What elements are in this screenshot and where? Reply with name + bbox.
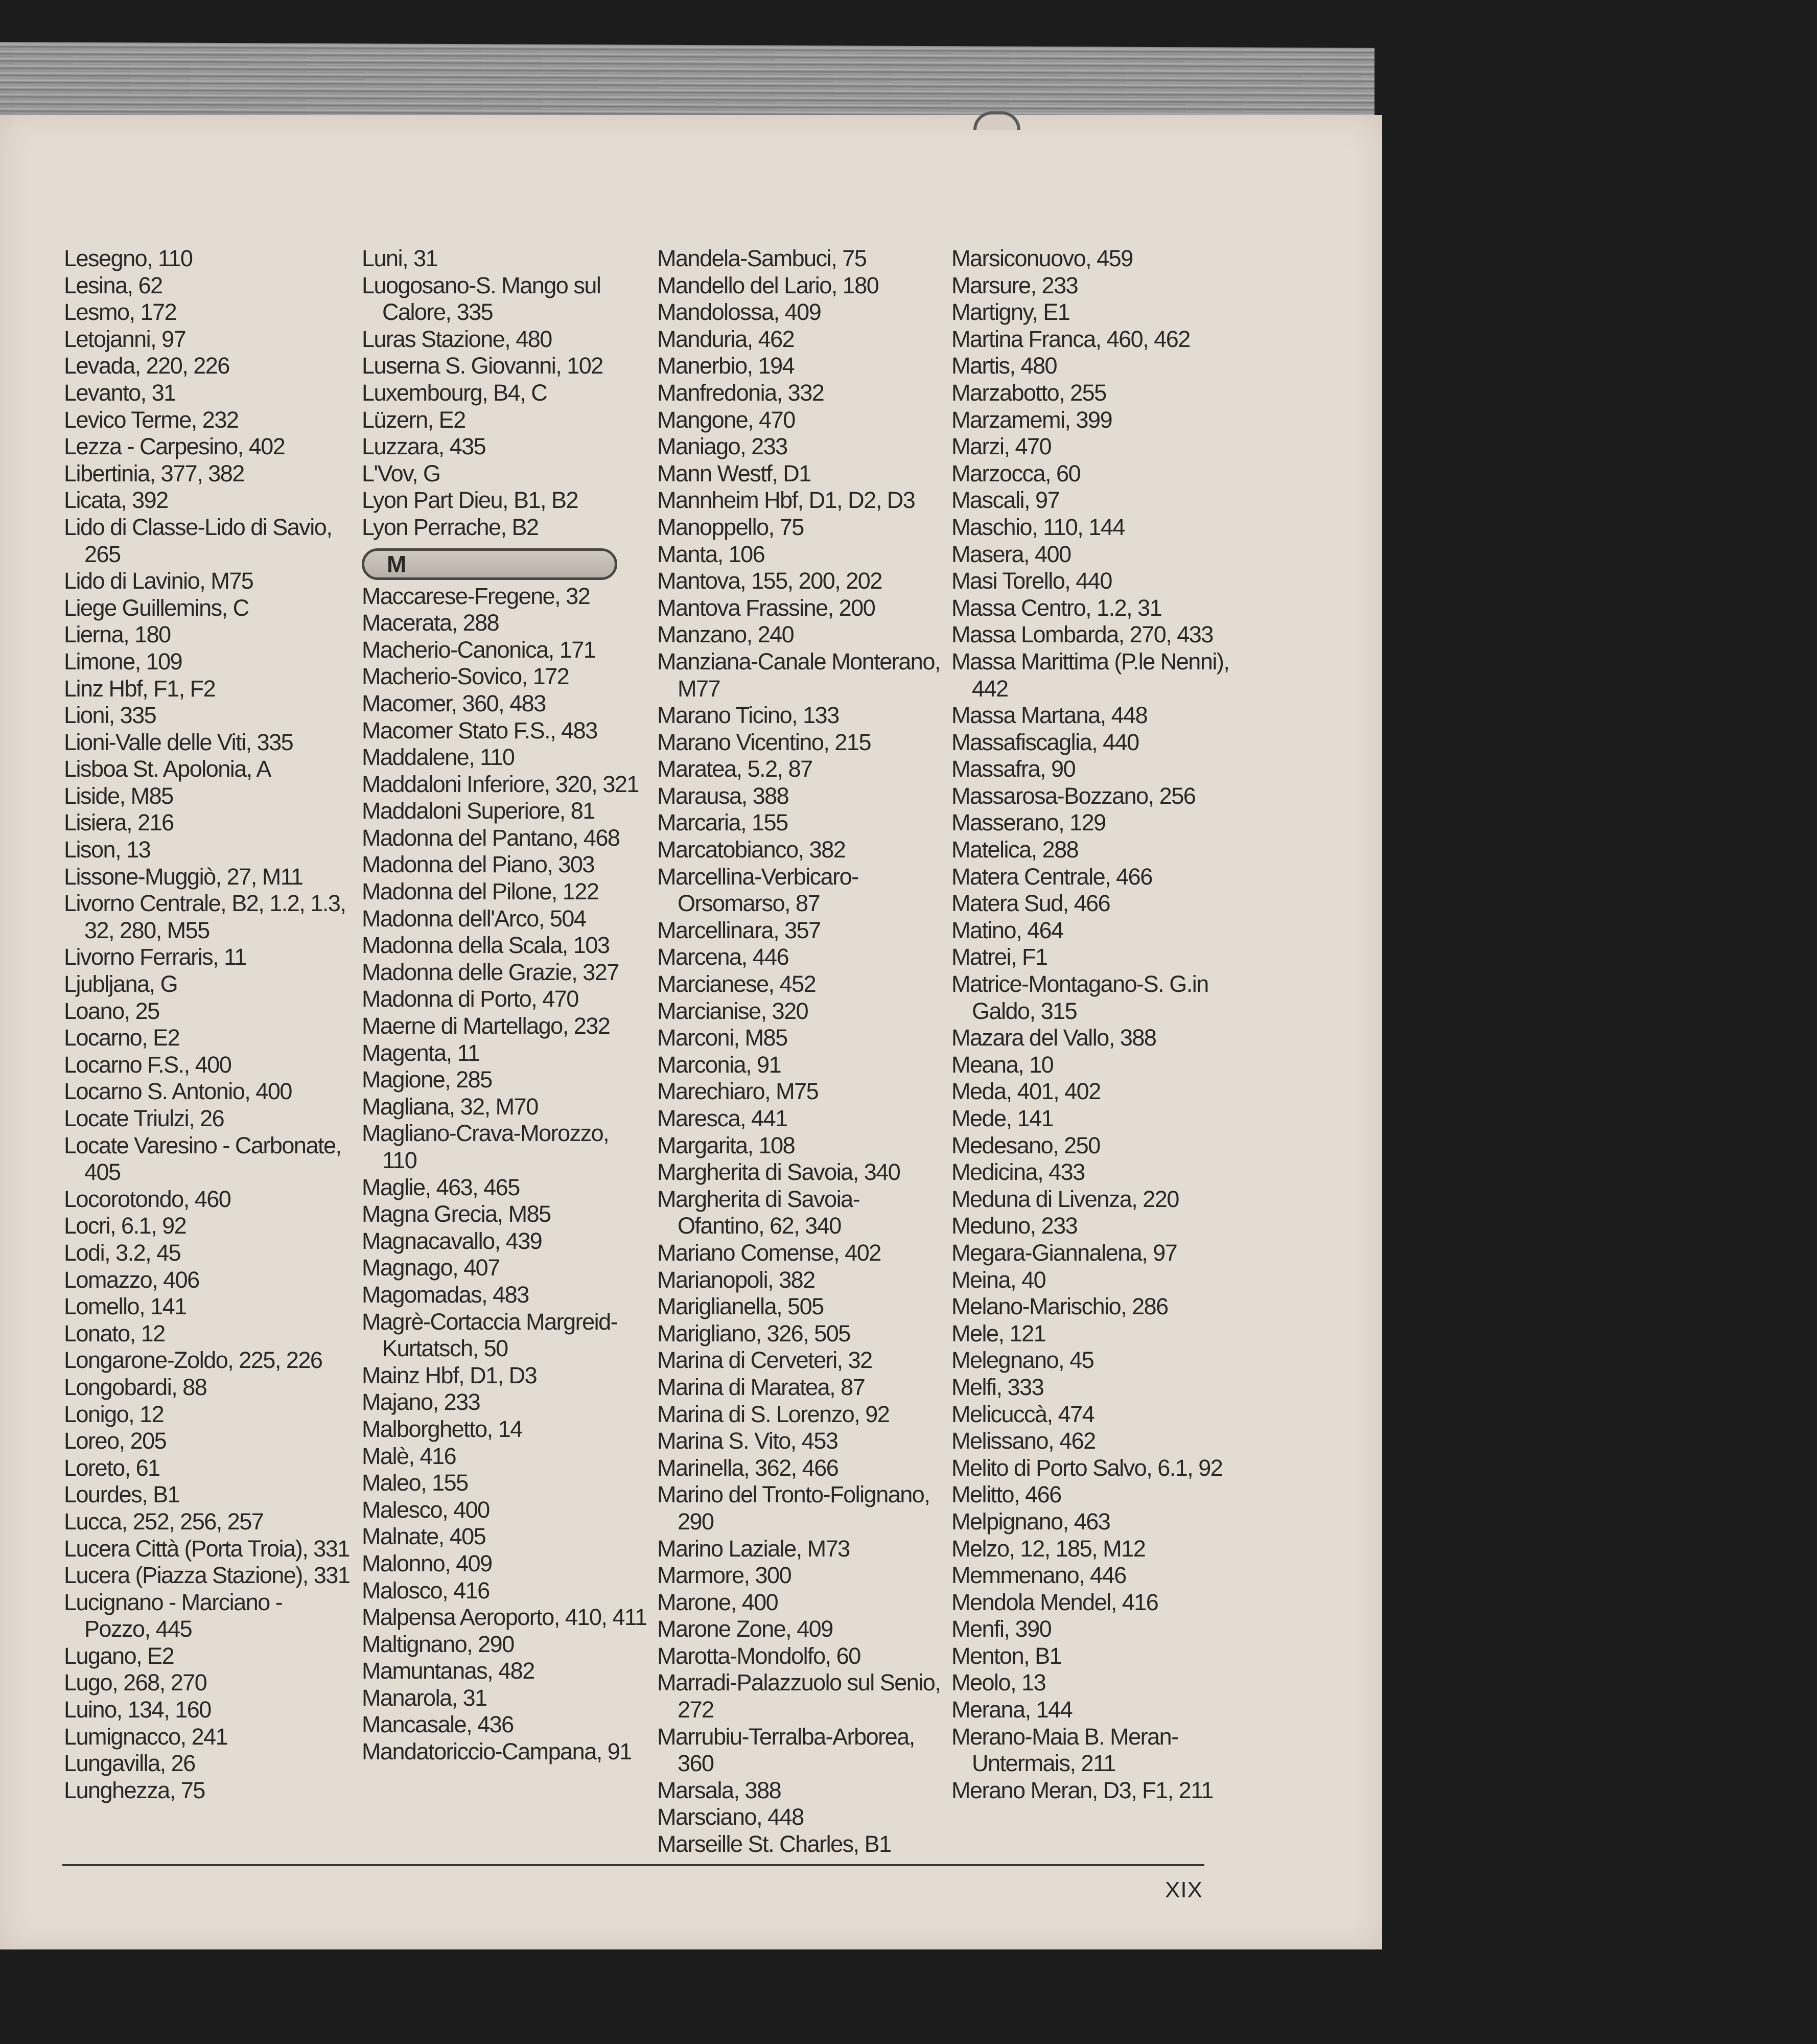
index-entry: Malè, 416 bbox=[362, 1443, 456, 1469]
index-entry: Marcaria, 155 bbox=[657, 809, 788, 836]
index-entry: Melfi, 333 bbox=[951, 1374, 1044, 1400]
index-entry: Martis, 480 bbox=[951, 353, 1057, 379]
index-entry: Magnacavallo, 439 bbox=[362, 1227, 542, 1254]
index-entry: Matelica, 288 bbox=[951, 837, 1079, 863]
index-entry: Marsiconuovo, 459 bbox=[951, 245, 1133, 271]
index-entry: Lonigo, 12 bbox=[64, 1401, 164, 1427]
index-entry: Ljubljana, G bbox=[64, 971, 178, 997]
index-entry: Lisiera, 216 bbox=[64, 809, 174, 836]
index-entry: Massa Marittima (P.le Nenni), 442 bbox=[951, 648, 1229, 702]
index-entry: Meduna di Livenza, 220 bbox=[951, 1186, 1179, 1212]
index-entry: Locri, 6.1, 92 bbox=[64, 1213, 187, 1239]
index-entry: Luino, 134, 160 bbox=[64, 1697, 211, 1723]
index-entry: Mandela-Sambuci, 75 bbox=[657, 245, 867, 271]
index-entry: Mantova, 155, 200, 202 bbox=[657, 568, 882, 594]
index-entry: Macomer Stato F.S., 483 bbox=[362, 717, 597, 744]
index-entry: Madonna delle Grazie, 327 bbox=[362, 959, 619, 985]
index-entry: Mantova Frassine, 200 bbox=[657, 594, 875, 621]
index-entry: Lourdes, B1 bbox=[64, 1481, 180, 1508]
index-entry: Lonato, 12 bbox=[64, 1320, 165, 1346]
index-entry: Marcellina-Verbicaro-Orsomarso, 87 bbox=[657, 863, 858, 917]
index-entry: Macerata, 288 bbox=[362, 610, 499, 636]
index-entry: Marsure, 233 bbox=[951, 272, 1078, 298]
index-entry: Margherita di Savoia-Ofantino, 62, 340 bbox=[657, 1186, 860, 1239]
index-entry: Matera Centrale, 466 bbox=[951, 863, 1152, 890]
index-entry: Luzzara, 435 bbox=[362, 433, 486, 460]
index-entry: Lomazzo, 406 bbox=[64, 1266, 199, 1293]
index-entry: Lesmo, 172 bbox=[64, 299, 177, 326]
index-entry: Levada, 220, 226 bbox=[64, 353, 229, 379]
index-entry: Madonna del Piano, 303 bbox=[362, 851, 594, 878]
index-entry: Marcianise, 320 bbox=[657, 997, 808, 1024]
index-entry: Meina, 40 bbox=[951, 1266, 1046, 1293]
index-entry: Lesegno, 110 bbox=[64, 245, 193, 271]
index-entry: Matrice-Montagano-S. G.in Galdo, 315 bbox=[951, 971, 1208, 1024]
index-entry: Merano-Maia B. Meran-Untermais, 211 bbox=[951, 1723, 1178, 1777]
index-entry: Locorotondo, 460 bbox=[64, 1186, 231, 1212]
index-entry: Malosco, 416 bbox=[362, 1577, 490, 1604]
index-entry: Maddalene, 110 bbox=[362, 744, 515, 771]
index-entry: Marino del Tronto-Folignano, 290 bbox=[657, 1481, 930, 1535]
index-entry: Lezza - Carpesino, 402 bbox=[64, 433, 285, 460]
index-entry: Manfredonia, 332 bbox=[657, 379, 824, 406]
index-entry: Longobardi, 88 bbox=[64, 1374, 207, 1400]
index-entry: Massa Martana, 448 bbox=[951, 702, 1148, 729]
index-entry: Lucca, 252, 256, 257 bbox=[64, 1508, 264, 1535]
index-entry: Malborghetto, 14 bbox=[362, 1415, 522, 1442]
index-entry: Lugo, 268, 270 bbox=[64, 1669, 207, 1696]
index-entry: Majano, 233 bbox=[362, 1389, 480, 1415]
index-entry: Madonna del Pantano, 468 bbox=[362, 824, 620, 851]
index-entry: Madonna dell'Arco, 504 bbox=[362, 905, 586, 932]
index-entry: Mangone, 470 bbox=[657, 406, 795, 433]
index-entry: Maratea, 5.2, 87 bbox=[657, 756, 812, 782]
index-entry: Manarola, 31 bbox=[362, 1684, 487, 1711]
index-entry: Marina di Cerveteri, 32 bbox=[657, 1347, 872, 1374]
index-entry: Lucera (Piazza Stazione), 331 bbox=[64, 1562, 350, 1589]
index-entry: Marianopoli, 382 bbox=[657, 1266, 815, 1293]
index-entry: Matera Sud, 466 bbox=[951, 890, 1110, 917]
index-entry: Mazara del Vallo, 388 bbox=[951, 1025, 1156, 1051]
index-entry: Marzi, 470 bbox=[951, 433, 1052, 460]
index-entry: Massafra, 90 bbox=[951, 756, 1076, 782]
index-entry: Marigliano, 326, 505 bbox=[657, 1320, 850, 1346]
index-entry: Mannheim Hbf, D1, D2, D3 bbox=[657, 487, 915, 514]
index-entry: Mann Westf, D1 bbox=[657, 460, 811, 486]
index-entry: Lucera Città (Porta Troia), 331 bbox=[64, 1535, 350, 1562]
index-entry: Levanto, 31 bbox=[64, 379, 176, 406]
index-entry: Lumignacco, 241 bbox=[64, 1723, 228, 1750]
index-entry: Locarno S. Antonio, 400 bbox=[64, 1078, 292, 1105]
index-column-2-l-entries bbox=[362, 245, 648, 541]
index-entry: Malesco, 400 bbox=[362, 1496, 490, 1523]
index-entry: Massa Centro, 1.2, 31 bbox=[951, 594, 1162, 621]
index-entry: Mamuntanas, 482 bbox=[362, 1658, 534, 1684]
index-entry: Marconi, M85 bbox=[657, 1025, 787, 1051]
index-entry: Madonna della Scala, 103 bbox=[362, 932, 610, 959]
index-entry: Manta, 106 bbox=[657, 541, 765, 567]
index-entry: Madonna del Pilone, 122 bbox=[362, 878, 599, 905]
index-entry: Megara-Giannalena, 97 bbox=[951, 1239, 1177, 1266]
index-entry: Marradi-Palazzuolo sul Senio, 272 bbox=[657, 1669, 941, 1723]
index-entry: Mele, 121 bbox=[951, 1320, 1046, 1346]
index-entry: Mascali, 97 bbox=[951, 487, 1060, 514]
index-entry: Lomello, 141 bbox=[64, 1293, 187, 1320]
index-entry: Macomer, 360, 483 bbox=[362, 690, 546, 716]
index-entry: Maresca, 441 bbox=[657, 1105, 787, 1131]
index-entry: Maddaloni Inferiore, 320, 321 bbox=[362, 771, 639, 797]
index-entry: Marsala, 388 bbox=[657, 1777, 781, 1803]
bottom-rule bbox=[62, 1864, 1204, 1866]
index-entry: Menton, B1 bbox=[951, 1642, 1062, 1669]
index-entry: Mariano Comense, 402 bbox=[657, 1239, 881, 1266]
index-entry: Macherio-Canonica, 171 bbox=[362, 636, 596, 663]
index-entry: Martina Franca, 460, 462 bbox=[951, 326, 1190, 352]
index-entry: Marconia, 91 bbox=[657, 1051, 781, 1078]
index-entry: Marzocca, 60 bbox=[951, 460, 1081, 486]
index-entry: Locarno, E2 bbox=[64, 1025, 180, 1051]
index-entry: Magrè-Cortaccia Margreid-Kurtatsch, 50 bbox=[362, 1308, 618, 1362]
index-entry: Loreo, 205 bbox=[64, 1428, 167, 1454]
page-stack-edge bbox=[0, 42, 1375, 125]
index-entry: Melito di Porto Salvo, 6.1, 92 bbox=[951, 1454, 1223, 1481]
index-entry: Malonno, 409 bbox=[362, 1550, 492, 1576]
index-entry: Lunghezza, 75 bbox=[64, 1777, 205, 1803]
index-entry: Mandatoriccio-Campana, 91 bbox=[362, 1738, 632, 1765]
index-entry: Lido di Classe-Lido di Savio, 265 bbox=[64, 514, 332, 567]
index-entry: Lyon Part Dieu, B1, B2 bbox=[362, 487, 578, 514]
index-entry: Marzabotto, 255 bbox=[951, 379, 1106, 406]
index-entry: Marcianese, 452 bbox=[657, 971, 816, 997]
index-entry: Meolo, 13 bbox=[951, 1669, 1046, 1696]
index-entry: Longarone-Zoldo, 225, 226 bbox=[64, 1347, 322, 1374]
index-entry: Malnate, 405 bbox=[362, 1523, 486, 1550]
index-entry: Marinella, 362, 466 bbox=[657, 1454, 838, 1481]
index-entry: Lüzern, E2 bbox=[362, 406, 465, 433]
index-entry: Massafiscaglia, 440 bbox=[951, 729, 1139, 755]
index-entry: Magliana, 32, M70 bbox=[362, 1093, 538, 1120]
index-entry: Macherio-Sovico, 172 bbox=[362, 663, 569, 690]
index-entry: Marsciano, 448 bbox=[657, 1804, 804, 1830]
index-entry: Massa Lombarda, 270, 433 bbox=[951, 621, 1213, 648]
index-entry: Merana, 144 bbox=[951, 1697, 1073, 1723]
index-entry: Lucignano - Marciano - Pozzo, 445 bbox=[64, 1589, 283, 1642]
index-entry: Marzamemi, 399 bbox=[951, 406, 1112, 433]
index-entry: Marano Vicentino, 215 bbox=[657, 729, 871, 755]
index-entry: Maleo, 155 bbox=[362, 1470, 468, 1496]
index-entry: Martigny, E1 bbox=[951, 299, 1070, 326]
index-column-1 bbox=[64, 245, 350, 1804]
index-entry: Luserna S. Giovanni, 102 bbox=[362, 353, 603, 379]
index-entry: Lodi, 3.2, 45 bbox=[64, 1239, 181, 1266]
index-entry: Maltignano, 290 bbox=[362, 1631, 514, 1657]
index-entry: Masera, 400 bbox=[951, 541, 1071, 567]
index-entry: Manoppello, 75 bbox=[657, 514, 804, 540]
index-entry: Maniago, 233 bbox=[657, 433, 787, 460]
index-entry: Manerbio, 194 bbox=[657, 353, 795, 379]
index-entry: Livorno Centrale, B2, 1.2, 1.3, 32, 280, M55 bbox=[64, 890, 346, 943]
index-entry: Lioni, 335 bbox=[64, 702, 156, 729]
index-entry: Marcatobianco, 382 bbox=[657, 837, 846, 863]
index-entry: Marano Ticino, 133 bbox=[657, 702, 839, 729]
index-entry: Manziana-Canale Monterano, M77 bbox=[657, 648, 940, 702]
index-entry: Limone, 109 bbox=[64, 648, 182, 675]
index-entry: Matino, 464 bbox=[951, 917, 1063, 943]
index-entry: Melissano, 462 bbox=[951, 1428, 1096, 1454]
index-entry: Marotta-Mondolfo, 60 bbox=[657, 1642, 860, 1669]
index-entry: Manzano, 240 bbox=[657, 621, 794, 648]
index-entry: Mariglianella, 505 bbox=[657, 1293, 824, 1320]
index-entry: Lioni-Valle delle Viti, 335 bbox=[64, 729, 293, 755]
index-entry: Melitto, 466 bbox=[951, 1481, 1061, 1508]
index-column-3 bbox=[657, 245, 943, 1858]
index-entry: Letojanni, 97 bbox=[64, 326, 186, 352]
index-entry: Mendola Mendel, 416 bbox=[951, 1589, 1158, 1615]
section-letter-badge: M bbox=[362, 548, 617, 580]
index-entry: Medesano, 250 bbox=[951, 1132, 1100, 1158]
index-entry: Margarita, 108 bbox=[657, 1132, 795, 1158]
index-entry: Memmenano, 446 bbox=[951, 1562, 1126, 1589]
index-entry: Locate Triulzi, 26 bbox=[64, 1105, 224, 1131]
index-entry: Meduno, 233 bbox=[951, 1213, 1078, 1239]
index-entry: Maschio, 110, 144 bbox=[951, 514, 1125, 540]
index-entry: Lison, 13 bbox=[64, 837, 151, 863]
index-entry: Melzo, 12, 185, M12 bbox=[951, 1535, 1146, 1562]
index-entry: Malpensa Aeroporto, 410, 411 bbox=[362, 1604, 647, 1631]
index-entry: Manduria, 462 bbox=[657, 326, 795, 352]
index-entry: Mandolossa, 409 bbox=[657, 299, 821, 326]
index-entry: Loreto, 61 bbox=[64, 1454, 160, 1481]
index-column-4 bbox=[951, 245, 1238, 1804]
index-entry: Luxembourg, B4, C bbox=[362, 379, 547, 406]
index-entry: Luogosano-S. Mango sul Calore, 335 bbox=[362, 272, 601, 326]
index-entry: Licata, 392 bbox=[64, 487, 168, 514]
index-entry: Levico Terme, 232 bbox=[64, 406, 239, 433]
index-entry: Melpignano, 463 bbox=[951, 1508, 1110, 1535]
index-entry: Luras Stazione, 480 bbox=[362, 326, 552, 352]
index-entry: Madonna di Porto, 470 bbox=[362, 986, 578, 1012]
index-entry: Liside, M85 bbox=[64, 782, 173, 809]
index-entry: Masserano, 129 bbox=[951, 809, 1106, 836]
index-entry: Maglie, 463, 465 bbox=[362, 1174, 520, 1200]
index-entry: Melicuccà, 474 bbox=[951, 1401, 1094, 1427]
index-entry: Libertinia, 377, 382 bbox=[64, 460, 244, 486]
index-entry: Luni, 31 bbox=[362, 245, 438, 271]
index-entry: Mainz Hbf, D1, D3 bbox=[362, 1362, 537, 1388]
index-entry: Lesina, 62 bbox=[64, 272, 162, 298]
index-entry: Meana, 10 bbox=[951, 1051, 1054, 1078]
index-entry: Magna Grecia, M85 bbox=[362, 1201, 551, 1227]
index-entry: Maccarese-Fregene, 32 bbox=[362, 583, 590, 609]
index-entry: Locarno F.S., 400 bbox=[64, 1051, 231, 1078]
index-entry: Melegnano, 45 bbox=[951, 1347, 1094, 1374]
index-entry: Lugano, E2 bbox=[64, 1642, 174, 1669]
index-entry: Mancasale, 436 bbox=[362, 1711, 514, 1738]
index-entry: Marone, 400 bbox=[657, 1589, 778, 1615]
index-entry: Marechiaro, M75 bbox=[657, 1078, 819, 1105]
index-entry: Lido di Lavinio, M75 bbox=[64, 568, 253, 594]
index-entry: Livorno Ferraris, 11 bbox=[64, 944, 246, 970]
index-entry: Lisboa St. Apolonia, A bbox=[64, 756, 271, 782]
index-entry: Lungavilla, 26 bbox=[64, 1750, 195, 1777]
index-entry: Marseille St. Charles, B1 bbox=[657, 1831, 891, 1857]
index-entry: Massarosa-Bozzano, 256 bbox=[951, 782, 1196, 809]
index-entry: Maddaloni Superiore, 81 bbox=[362, 798, 595, 824]
index-entry: Matrei, F1 bbox=[951, 944, 1047, 970]
index-entry: Merano Meran, D3, F1, 211 bbox=[951, 1777, 1213, 1803]
index-entry: Lissone-Muggiò, 27, M11 bbox=[64, 863, 303, 890]
index-entry: Magenta, 11 bbox=[362, 1039, 480, 1066]
index-entry: Magione, 285 bbox=[362, 1066, 492, 1093]
index-entry: L'Vov, G bbox=[362, 460, 440, 486]
index-column-2-m-entries bbox=[362, 583, 648, 1766]
index-entry: Marina di Maratea, 87 bbox=[657, 1374, 865, 1400]
index-entry: Marina di S. Lorenzo, 92 bbox=[657, 1401, 890, 1427]
index-entry: Lyon Perrache, B2 bbox=[362, 514, 539, 540]
index-entry: Magnago, 407 bbox=[362, 1255, 500, 1281]
index-entry: Marausa, 388 bbox=[657, 782, 789, 809]
page-number: XIX bbox=[1165, 1877, 1203, 1902]
index-entry: Margherita di Savoia, 340 bbox=[657, 1159, 900, 1186]
index-entry: Lierna, 180 bbox=[64, 621, 171, 648]
index-entry: Marcena, 446 bbox=[657, 944, 789, 970]
index-entry: Marcellinara, 357 bbox=[657, 917, 821, 943]
index-entry: Magomadas, 483 bbox=[362, 1281, 529, 1308]
index-entry: Marmore, 300 bbox=[657, 1562, 791, 1589]
index-entry: Meda, 401, 402 bbox=[951, 1078, 1101, 1105]
index-column-2 bbox=[362, 245, 648, 1766]
index-entry: Melano-Marischio, 286 bbox=[951, 1293, 1168, 1320]
index-entry: Maerne di Martellago, 232 bbox=[362, 1013, 610, 1039]
index-entry: Marone Zone, 409 bbox=[657, 1616, 833, 1642]
index-entry: Locate Varesino - Carbonate, 405 bbox=[64, 1132, 341, 1186]
index-entry: Marino Laziale, M73 bbox=[657, 1535, 850, 1562]
index-entry: Mede, 141 bbox=[951, 1105, 1054, 1131]
index-entry: Magliano-Crava-Morozzo, 110 bbox=[362, 1120, 609, 1173]
index-entry: Linz Hbf, F1, F2 bbox=[64, 675, 216, 702]
index-entry: Marina S. Vito, 453 bbox=[657, 1428, 838, 1454]
index-entry: Marrubiu-Terralba-Arborea, 360 bbox=[657, 1723, 915, 1777]
index-entry: Liege Guillemins, C bbox=[64, 594, 249, 621]
index-entry: Menfi, 390 bbox=[951, 1616, 1052, 1642]
index-entry: Masi Torello, 440 bbox=[951, 568, 1112, 594]
index-entry: Loano, 25 bbox=[64, 997, 159, 1024]
index-entry: Medicina, 433 bbox=[951, 1159, 1085, 1186]
index-entry: Mandello del Lario, 180 bbox=[657, 272, 879, 298]
